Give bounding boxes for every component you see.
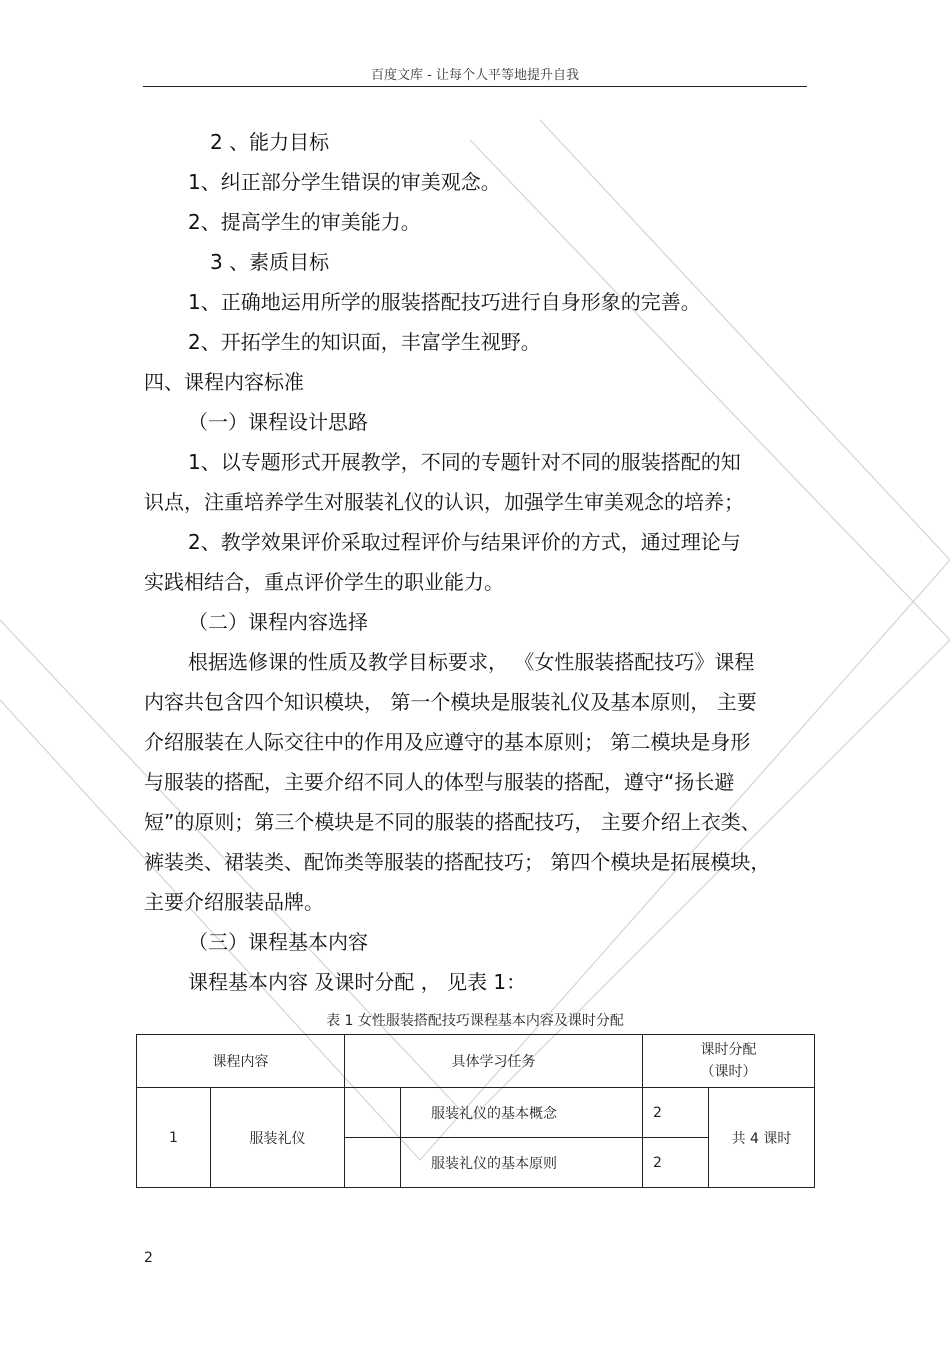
text-line: 1、正确地运用所学的服装搭配技巧进行自身形象的完善。 bbox=[188, 290, 701, 314]
header-course-content: 课程内容 bbox=[137, 1035, 345, 1088]
text-line: 3 、素质目标 bbox=[210, 250, 330, 274]
subsection-heading: （二）课程内容选择 bbox=[188, 610, 368, 634]
row-module: 服装礼仪 bbox=[211, 1088, 345, 1188]
section-heading: 四、课程内容标准 bbox=[144, 370, 304, 394]
header-learning-tasks: 具体学习任务 bbox=[345, 1035, 643, 1088]
header-rule bbox=[143, 86, 807, 87]
total-hours: 共 4 课时 bbox=[709, 1088, 815, 1188]
text-line: 1、纠正部分学生错误的审美观念。 bbox=[188, 170, 501, 194]
header-hours bbox=[643, 1035, 815, 1088]
course-hours-table bbox=[136, 1034, 815, 1188]
text-line: 根据选修课的性质及教学目标要求， 《女性服装搭配技巧》课程 bbox=[188, 650, 755, 674]
text-line: 1、以专题形式开展教学，不同的专题针对不同的服装搭配的知 bbox=[188, 450, 741, 474]
text-line: 与服装的搭配，主要介绍不同人的体型与服装的搭配，遵守“扬长避 bbox=[144, 770, 735, 794]
text-line: 主要介绍服装品牌。 bbox=[144, 890, 324, 914]
header-hours-line1: 课时分配 bbox=[700, 1042, 757, 1058]
page-header: 百度文库 - 让每个人平等地提升自我 bbox=[371, 68, 579, 83]
task-blank-cell bbox=[345, 1138, 401, 1188]
text-line: 2、教学效果评价采取过程评价与结果评价的方式，通过理论与 bbox=[188, 530, 741, 554]
header-hours-line2: （课时） bbox=[700, 1064, 757, 1080]
text-line: 内容共包含四个知识模块， 第一个模块是服装礼仪及基本原则， 主要 bbox=[144, 690, 757, 714]
text-line: 短”的原则；第三个模块是不同的服装的搭配技巧， 主要介绍上衣类、 bbox=[144, 810, 761, 834]
subsection-heading: （一）课程设计思路 bbox=[188, 410, 368, 434]
subsection-heading: （三）课程基本内容 bbox=[188, 930, 368, 954]
table-header-row bbox=[137, 1035, 815, 1088]
table-caption: 表 1 女性服装搭配技巧课程基本内容及课时分配 bbox=[326, 1013, 624, 1029]
text-line: 介绍服装在人际交往中的作用及应遵守的基本原则； 第二模块是身形 bbox=[144, 730, 751, 754]
task-hours: 2 bbox=[643, 1088, 709, 1138]
text-line: 实践相结合，重点评价学生的职业能力。 bbox=[144, 570, 504, 594]
text-line: 2 、能力目标 bbox=[210, 130, 330, 154]
text-line: 课程基本内容 及课时分配 ， 见表 1： bbox=[188, 970, 527, 994]
task-hours: 2 bbox=[643, 1138, 709, 1188]
row-index: 1 bbox=[137, 1088, 211, 1188]
task-blank-cell bbox=[345, 1088, 401, 1138]
text-line: 裤装类、裙装类、配饰类等服装的搭配技巧； 第四个模块是拓展模块， bbox=[144, 850, 771, 874]
text-line: 识点，注重培养学生对服装礼仪的认识，加强学生审美观念的培养； bbox=[144, 490, 744, 514]
page-number: 2 bbox=[144, 1250, 153, 1266]
table-row bbox=[137, 1088, 815, 1138]
text-line: 2、开拓学生的知识面，丰富学生视野。 bbox=[188, 330, 541, 354]
task-name: 服装礼仪的基本原则 bbox=[401, 1138, 643, 1188]
text-line: 2、提高学生的审美能力。 bbox=[188, 210, 421, 234]
task-name: 服装礼仪的基本概念 bbox=[401, 1088, 643, 1138]
